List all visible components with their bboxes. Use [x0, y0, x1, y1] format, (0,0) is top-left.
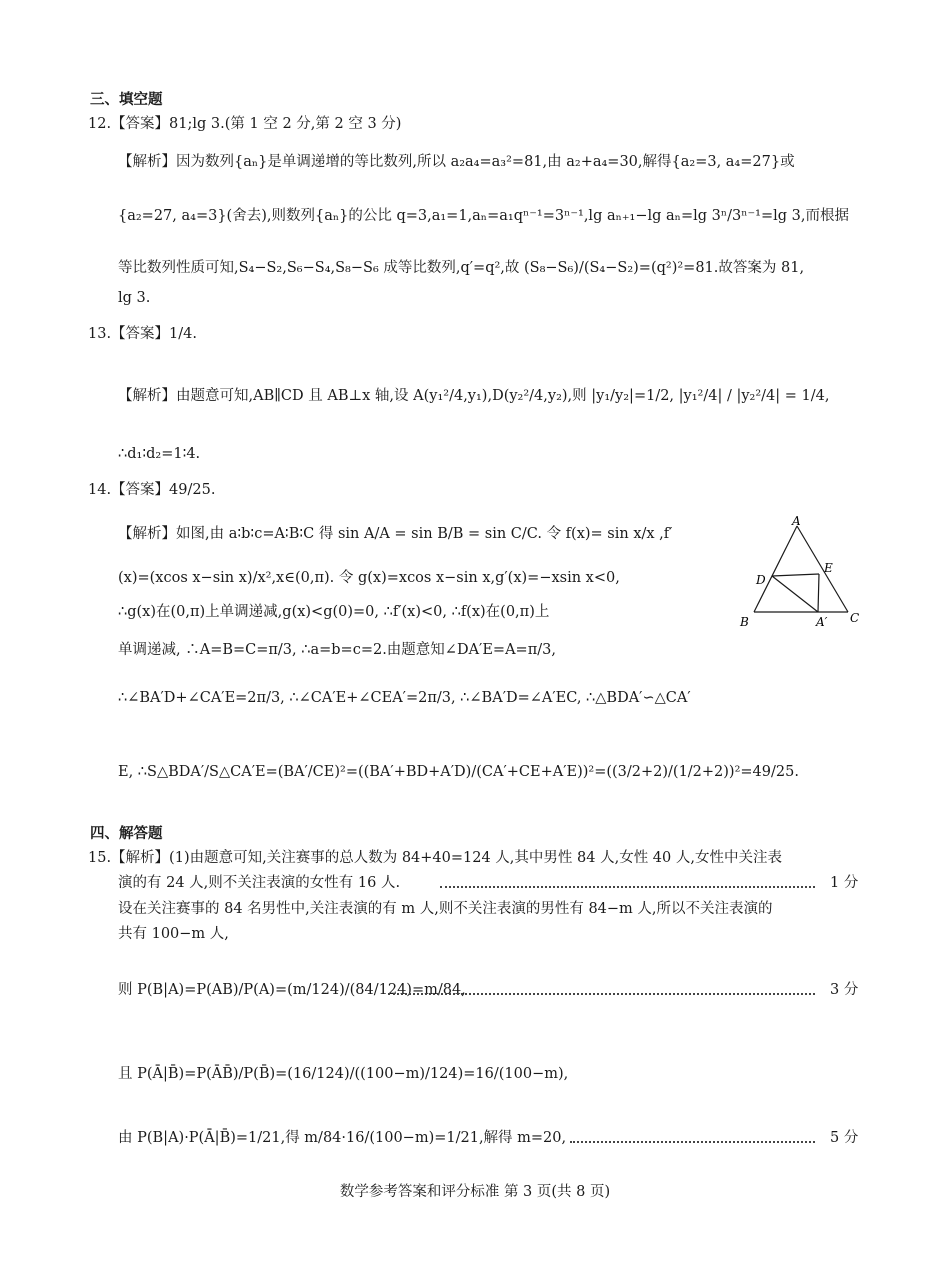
- score-leader-1: [440, 886, 815, 888]
- q14-solution-line3: ∴g(x)在(0,π)上单调递减,g(x)<g(0)=0, ∴f′(x)<0, ∴f(x)在(0,π)上: [118, 604, 550, 620]
- q12-solution-line4: lg 3.: [118, 290, 151, 306]
- q14-solution-line6: E, ∴S△BDA′/S△CA′E=(BA′/CE)²=((BA′+BD+A′D)/(CA′+CE+A′E))²=((3/2+2)/(1/2+2))²=49/25.: [118, 764, 799, 780]
- edge-a1e: [818, 574, 819, 612]
- section-fill-blank-title: 三、填空题: [90, 92, 163, 108]
- q15-solution-line5: 则 P(B|A)=P(AB)/P(A)=(m/124)/(84/124)=m/84,: [118, 982, 466, 998]
- edge-ab: [754, 526, 797, 612]
- q15-solution-line3: 设在关注赛事的 84 名男性中,关注表演的有 m 人,则不关注表演的男性有 84−m 人,所以不关注表演的: [118, 901, 773, 917]
- q15-solution-line6: 且 P(Ā|B̄)=P(ĀB̄)/P(B̄)=(16/124)/((100−m)/124)=16/(100−m),: [118, 1066, 569, 1082]
- score-leader-2: [388, 993, 815, 995]
- label-a: A: [792, 514, 801, 528]
- score-1: 1 分: [830, 875, 859, 891]
- score-leader-3: [570, 1141, 815, 1143]
- score-2: 3 分: [830, 982, 859, 998]
- label-b: B: [740, 615, 749, 629]
- q13-solution-line1: 【解析】由题意可知,AB∥CD 且 AB⊥x 轴,设 A(y₁²/4,y₁),D(y₂²/4,y₂),则 |y₁/y₂|=1/2, |y₁²/4| / |y₂²/4| = 1/4,: [118, 388, 830, 404]
- label-c: C: [850, 611, 860, 625]
- edge-da1: [772, 576, 818, 612]
- q15-solution-line4: 共有 100−m 人,: [118, 926, 229, 942]
- q13-answer: 13.【答案】1/4.: [88, 326, 198, 342]
- q14-solution-line5: ∴∠BA′D+∠CA′E=2π/3, ∴∠CA′E+∠CEA′=2π/3, ∴∠BA′D=∠A′EC, ∴△BDA′∽△CA′: [118, 690, 691, 706]
- q14-solution-line1: 【解析】如图,由 a∶b∶c=A∶B∶C 得 sin A/A = sin B/B = sin C/C. 令 f(x)= sin x/x ,f′: [118, 526, 673, 542]
- label-a-prime: A′: [816, 615, 828, 629]
- score-3: 5 分: [830, 1130, 859, 1146]
- q15-solution-line7: 由 P(B|A)·P(Ā|B̄)=1/21,得 m/84·16/(100−m)=1/21,解得 m=20,: [118, 1130, 567, 1146]
- q12-answer: 12.【答案】81;lg 3.(第 1 空 2 分,第 2 空 3 分): [88, 116, 402, 132]
- q12-solution-line2: {a₂=27, a₄=3}(舍去),则数列{aₙ}的公比 q=3,a₁=1,aₙ=a₁qⁿ⁻¹=3ⁿ⁻¹,lg aₙ₊₁−lg aₙ=lg 3ⁿ/3ⁿ⁻¹=lg 3,而根据: [118, 208, 849, 224]
- q14-solution-line4: 单调递减, ∴A=B=C=π/3, ∴a=b=c=2.由题意知∠DA′E=A=π/3,: [118, 642, 556, 658]
- q12-solution-line1: 【解析】因为数列{aₙ}是单调递增的等比数列,所以 a₂a₄=a₃²=81,由 a₂+a₄=30,解得{a₂=3, a₄=27}或: [118, 154, 795, 170]
- section-solve-title: 四、解答题: [90, 826, 163, 842]
- q15-solution-line1: 15.【解析】(1)由题意可知,关注赛事的总人数为 84+40=124 人,其中男性 84 人,女性 40 人,女性中关注表: [88, 850, 782, 866]
- label-d: D: [756, 573, 766, 587]
- edge-de: [772, 574, 819, 576]
- q15-solution-line2: 演的有 24 人,则不关注表演的女性有 16 人.: [118, 875, 401, 891]
- edge-ac: [797, 526, 848, 612]
- q13-solution-line2: ∴d₁∶d₂=1∶4.: [118, 446, 201, 462]
- q14-solution-line2: (x)=(xcos x−sin x)/x²,x∈(0,π). 令 g(x)=xcos x−sin x,g′(x)=−xsin x<0,: [118, 570, 620, 586]
- q14-triangle-figure: [736, 514, 866, 634]
- q12-solution-line3: 等比数列性质可知,S₄−S₂,S₆−S₄,S₈−S₆ 成等比数列,q′=q²,故 (S₈−S₆)/(S₄−S₂)=(q²)²=81.故答案为 81,: [118, 260, 805, 276]
- page-footer: 数学参考答案和评分标准 第 3 页(共 8 页): [339, 1184, 611, 1200]
- q14-answer: 14.【答案】49/25.: [88, 482, 216, 498]
- label-e: E: [824, 561, 833, 575]
